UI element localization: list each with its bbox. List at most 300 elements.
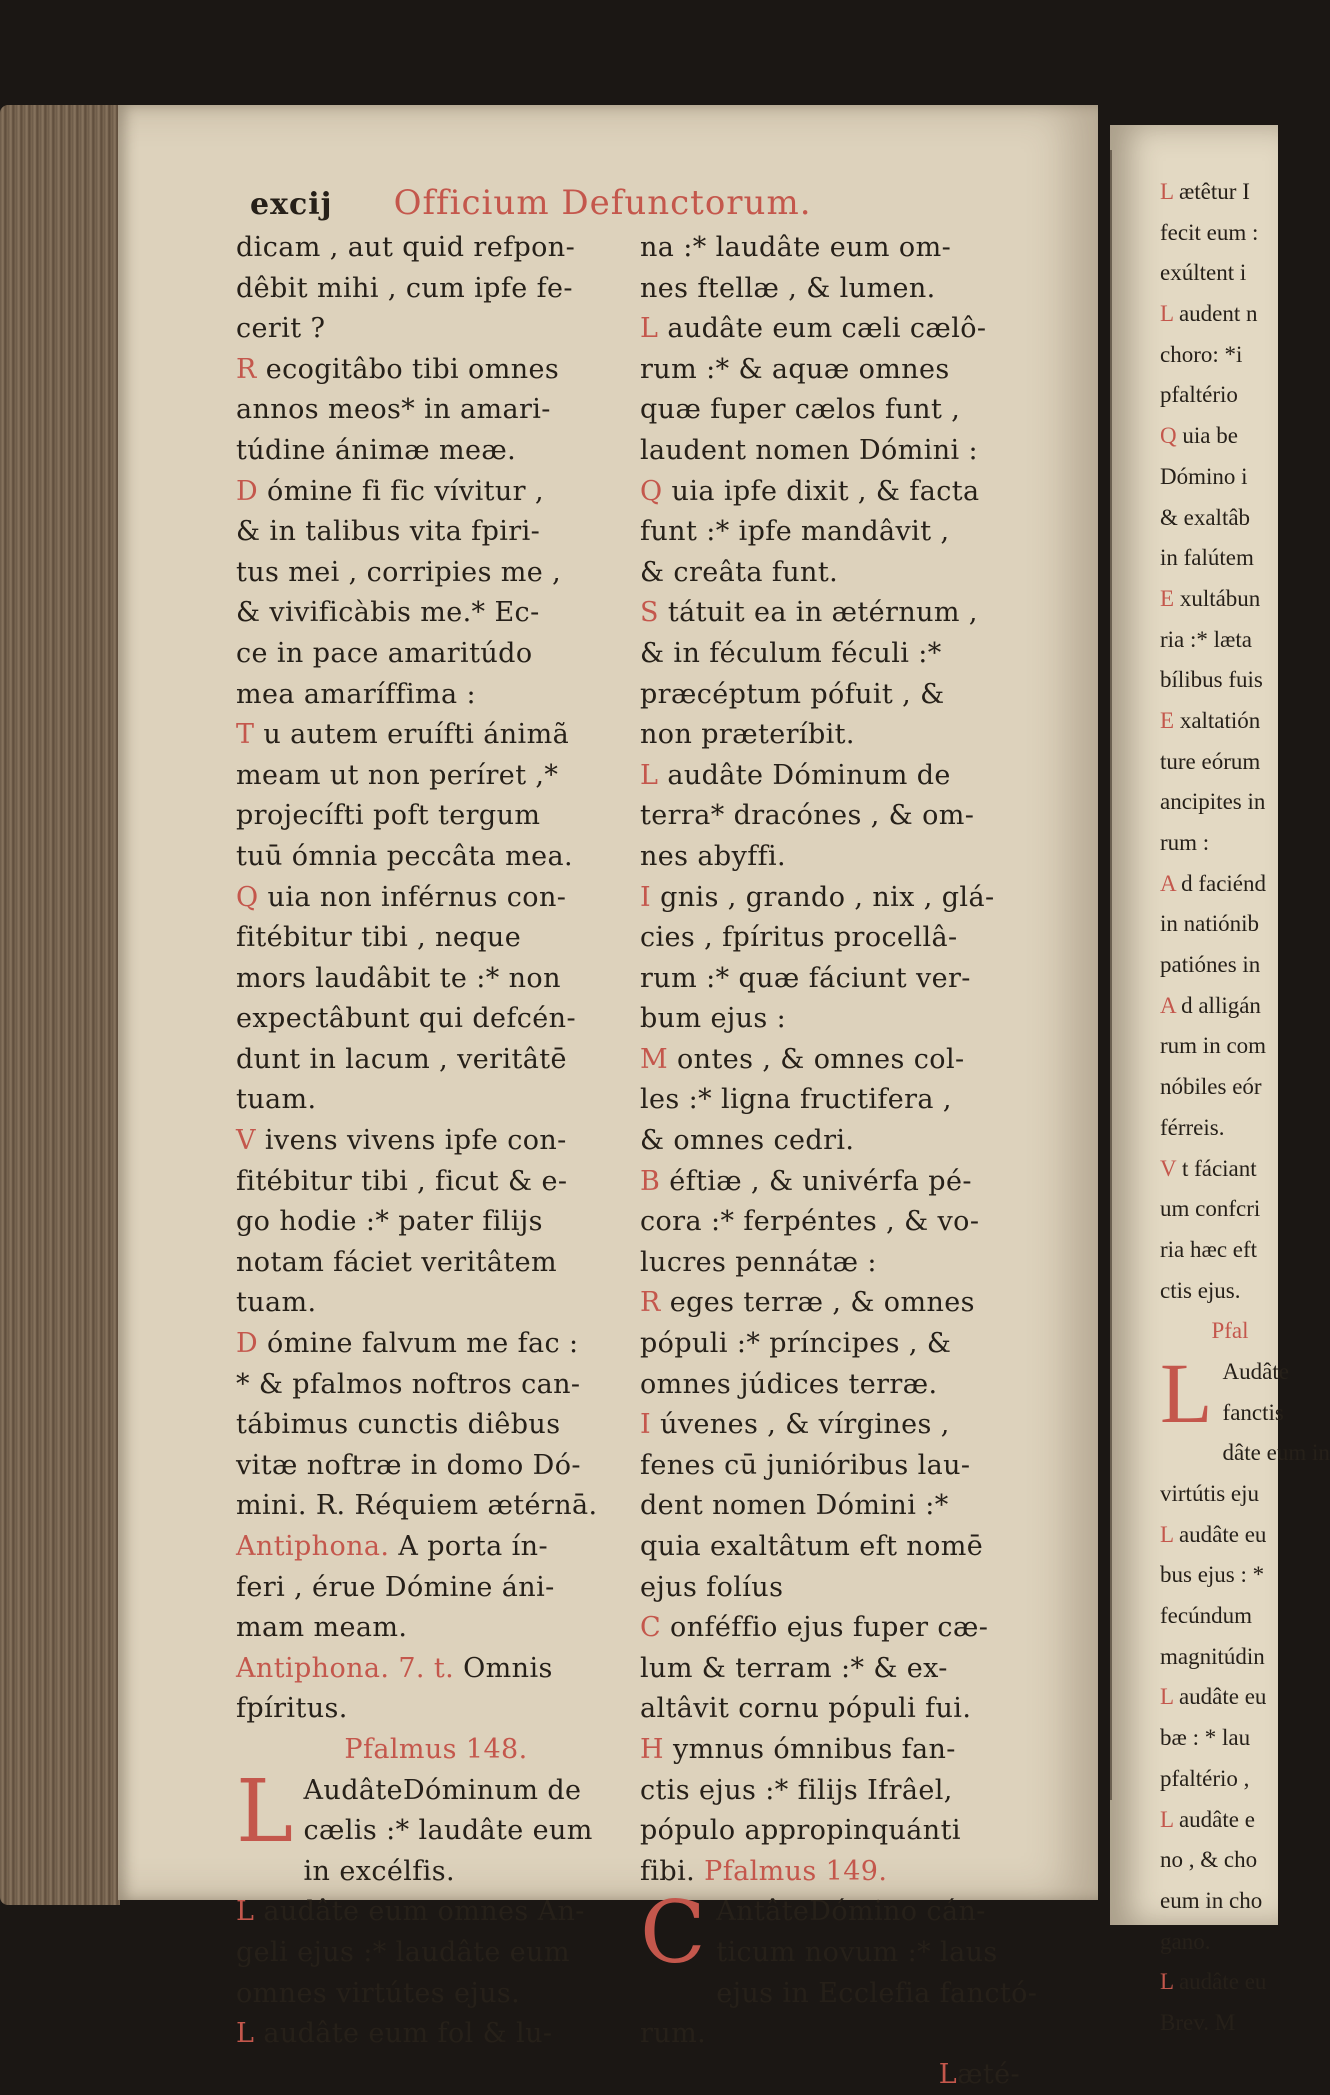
text-line (236, 1243, 636, 1284)
line-text: A porta ín- (398, 1531, 548, 1562)
rubric-initial: B (640, 1165, 661, 1197)
line-text: feri , érue Dómine áni- (236, 1571, 555, 1603)
line-text: xaltatión (1179, 707, 1261, 733)
line-text: ejus folíus (640, 1571, 784, 1603)
rubric-initial: Q (1160, 423, 1177, 449)
text-line (640, 1405, 1020, 1446)
text-line (1160, 1067, 1300, 1108)
text-line (1160, 1922, 1300, 1963)
rubric-initial: I (640, 881, 652, 913)
rubric-initial: L (1160, 301, 1174, 327)
text-line (1160, 253, 1300, 294)
line-text: audâte eu (1178, 1521, 1267, 1547)
line-text: magnitúdin (1160, 1643, 1265, 1669)
line-text: ómine fi fic vívitur , (267, 475, 544, 507)
text-line (1160, 660, 1300, 701)
text-line (1160, 1881, 1300, 1922)
line-text: exúltent i (1160, 260, 1247, 286)
text-line (1160, 945, 1300, 986)
line-text: ticum novum :* laus (716, 1936, 998, 1968)
line-text: u autem eruífti ánimã (263, 719, 570, 751)
line-text: tuam. (236, 1287, 317, 1319)
line-text: tábimus cunctis diêbus (236, 1409, 561, 1441)
line-text: ætêtur I (1178, 179, 1250, 204)
line-text: fecúndum (1160, 1603, 1252, 1629)
line-text: bum ejus : (640, 1003, 787, 1035)
rubric-initial: L (1160, 1684, 1174, 1710)
line-text: annos meos* in amari- (236, 394, 551, 426)
text-line (1160, 1637, 1300, 1678)
line-text: tuū ómnia peccâta mea. (236, 840, 573, 872)
line-text: d alligán (1181, 992, 1261, 1018)
left-text-column (236, 228, 636, 2055)
text-line (640, 918, 1020, 959)
catchword-text: æté- (957, 2058, 1020, 2090)
line-text: dicam , aut quid refpon- (236, 232, 576, 263)
text-line (1160, 986, 1300, 1027)
line-text: notam fáciet veritâtem (236, 1246, 557, 1278)
rubric-initial: L (640, 759, 659, 791)
line-text: xultábun (1179, 585, 1261, 611)
rubric-initial: V (236, 1125, 256, 1157)
text-line (1160, 823, 1300, 864)
text-line (640, 390, 1020, 431)
rubric-initial: H (640, 1733, 664, 1765)
text-line (236, 1568, 636, 1609)
text-line (640, 1243, 1020, 1284)
text-line (236, 431, 636, 472)
text-line (1160, 1800, 1300, 1841)
line-text: Audâte (1222, 1358, 1289, 1384)
rubric-initial: S (640, 597, 659, 629)
line-text: audâte eum omnes An- (263, 1896, 585, 1928)
line-text: AntâteDómino cán- (716, 1896, 986, 1928)
text-line (1160, 904, 1300, 945)
text-line (640, 1324, 1020, 1365)
line-text: fibi. (640, 1855, 696, 1887)
rubric-initial: L (236, 2018, 255, 2050)
text-line (640, 1649, 1020, 1690)
rubric-initial: Q (640, 475, 663, 507)
line-text: ria hæc eft (1160, 1236, 1258, 1262)
line-text: ctis ejus. (1160, 1277, 1241, 1303)
text-line (1160, 742, 1300, 783)
line-text: fitébitur tibi , ficut & e- (236, 1165, 568, 1197)
text-line (640, 878, 1020, 919)
line-text: mea amaríffima : (236, 678, 476, 710)
text-line (640, 1568, 1020, 1609)
line-text: audâte eu (1178, 1684, 1267, 1710)
line-text: * & pfalmos noftros can- (236, 1368, 581, 1400)
rubric-label: Antiphona. (236, 1531, 390, 1562)
text-line (640, 1040, 1020, 1081)
line-text: ymnus ómnibus fan- (672, 1733, 956, 1765)
line-text: geli ejus :* laudâte eum (236, 1936, 570, 1968)
text-line (1160, 701, 1300, 742)
rubric-initial: D (236, 475, 259, 507)
line-text: audâte e (1178, 1806, 1255, 1832)
text-line (1160, 498, 1300, 539)
line-text: in excélfis. (303, 1855, 455, 1887)
text-line (1160, 1108, 1300, 1149)
line-text: & exaltâb (1160, 504, 1251, 530)
line-text: funt :* ipfe mandâvit , (640, 516, 950, 548)
rubric-initial: L (1160, 1806, 1174, 1832)
text-line (236, 1974, 636, 2015)
line-text: les :* ligna fructifera , (640, 1084, 952, 1116)
text-line (236, 1121, 636, 1162)
text-line (1160, 1718, 1300, 1759)
line-text: terra* dracónes , & om- (640, 800, 975, 832)
text-line (640, 1486, 1020, 1527)
line-text: tátuit ea in ætérnum , (667, 597, 978, 629)
text-line (236, 878, 636, 919)
line-text: uia non inférnus con- (267, 881, 567, 913)
text-line (236, 1202, 636, 1243)
line-text: tus mei , corripies me , (236, 556, 562, 588)
text-line (1160, 1149, 1300, 1190)
line-text: éftiæ , & univérfa pé- (669, 1165, 972, 1197)
text-line (640, 675, 1020, 716)
decorated-initial: L (236, 1761, 294, 1862)
rubric-initial: A (1160, 870, 1176, 896)
text-line (236, 269, 636, 310)
text-line (236, 472, 636, 513)
text-line (236, 1405, 636, 1446)
text-line (1160, 579, 1300, 620)
text-line (1160, 294, 1300, 335)
rubric-initial: E (1160, 585, 1175, 611)
text-line (1160, 213, 1300, 254)
text-line (640, 1202, 1020, 1243)
line-text: gnis , grando , nix , glá- (660, 881, 995, 913)
text-line (1160, 1677, 1300, 1718)
line-text: pópuli :* príncipes , & (640, 1328, 952, 1360)
text-line (236, 309, 636, 350)
book-page-edges (0, 105, 120, 1905)
text-line (236, 1608, 636, 1649)
text-line (236, 1527, 636, 1568)
text-line (640, 2014, 1020, 2055)
line-text: & in talibus vita fpiri- (236, 516, 541, 548)
text-line (640, 269, 1020, 310)
line-text: rum. (640, 2018, 707, 2050)
rubric-initial: I (640, 1409, 652, 1441)
line-text: no , & cho (1160, 1847, 1258, 1873)
text-line (236, 1689, 636, 1730)
line-text: laudent nomen Dómini : (640, 434, 979, 466)
text-line (236, 1324, 636, 1365)
line-text: cerit ? (236, 313, 326, 345)
line-text: Dómino i (1160, 463, 1248, 489)
line-text: vitæ noftræ in domo Dó- (236, 1449, 581, 1481)
rubric-initial: T (236, 719, 255, 751)
text-line (236, 593, 636, 634)
rubric-initial: R (640, 1287, 661, 1319)
line-text: eum in cho (1160, 1887, 1263, 1913)
text-line (236, 1162, 636, 1203)
line-text: túdine ánimæ meæ. (236, 434, 517, 466)
text-line (1160, 416, 1300, 457)
text-line (236, 1080, 636, 1121)
line-text: cies , fpíritus procellâ- (640, 922, 958, 954)
text-line (236, 1892, 636, 1933)
line-text: mam meam. (236, 1612, 408, 1644)
text-line (640, 959, 1020, 1000)
line-text: fpíritus. (236, 1693, 348, 1725)
text-line (640, 1121, 1020, 1162)
page-gutter (1110, 150, 1112, 1800)
text-line (236, 675, 636, 716)
text-line (1160, 2003, 1300, 2044)
text-line (236, 1283, 636, 1324)
line-text: fecit eum : (1160, 219, 1259, 245)
text-line (1160, 1555, 1300, 1596)
text-line (236, 228, 636, 269)
line-text: ancipites in (1160, 789, 1266, 815)
line-text: tuam. (236, 1084, 317, 1116)
next-page-text-column (1160, 172, 1330, 2044)
line-text: patiónes in (1160, 952, 1261, 978)
text-line (236, 1486, 636, 1527)
rubric-initial: C (640, 1612, 662, 1644)
line-text: omnes júdices terræ. (640, 1368, 938, 1400)
line-text: & in féculum féculi :* (640, 637, 942, 669)
text-line (236, 756, 636, 797)
decorated-initial: C (640, 1883, 707, 1984)
line-text: úvenes , & vírgines , (660, 1409, 950, 1441)
line-text: férreis. (1160, 1114, 1225, 1140)
line-text: cora :* ferpéntes , & vo- (640, 1206, 980, 1238)
rubric-initial: A (1160, 992, 1176, 1018)
psalm-heading: Pfalmus 148. (344, 1733, 528, 1765)
rubric-initial: Q (236, 881, 259, 913)
line-text: rum in com (1160, 1033, 1267, 1059)
text-line (236, 2014, 636, 2055)
text-line (1160, 1596, 1300, 1637)
line-text: rum :* & aquæ omnes (640, 353, 950, 385)
text-line (1160, 1230, 1300, 1271)
text-line (640, 512, 1020, 553)
line-text: AudâteDóminum de (303, 1774, 582, 1806)
line-text: audâte Dóminum de (667, 759, 951, 791)
line-text: Omnis (463, 1652, 553, 1684)
rubric-initial: L (1160, 1521, 1174, 1547)
text-line (1160, 538, 1300, 579)
text-line (1160, 1474, 1300, 1515)
text-line (640, 1689, 1020, 1730)
page-header (250, 183, 970, 233)
text-line (1160, 864, 1300, 905)
text-line (1160, 1515, 1300, 1556)
text-line (1160, 1962, 1300, 2003)
line-text: audâte eu (1178, 1969, 1267, 1995)
line-text: ce in pace amaritúdo (236, 637, 533, 669)
line-text: t fáciant (1181, 1155, 1257, 1181)
line-text: in falútem (1160, 545, 1254, 571)
text-line (640, 350, 1020, 391)
line-text: projecífti poft tergum (236, 800, 541, 832)
line-text: audâte eum fol & lu- (263, 2018, 553, 2050)
line-text: non præteríbit. (640, 719, 855, 751)
text-line (1160, 172, 1300, 213)
text-line (236, 553, 636, 594)
text-line (236, 390, 636, 431)
line-text: & omnes cedri. (640, 1125, 855, 1157)
text-line (1160, 335, 1300, 376)
line-text: lucres pennátæ : (640, 1246, 877, 1278)
text-line (236, 512, 636, 553)
line-text: expectâbunt qui defcén- (236, 1003, 576, 1035)
text-line (236, 796, 636, 837)
line-text: in natiónib (1160, 911, 1260, 937)
line-text: mors laudâbit te :* non (236, 962, 561, 994)
text-line (236, 1649, 636, 1690)
line-text: pfaltério (1160, 382, 1238, 408)
text-line (236, 1933, 636, 1974)
line-text: go hodie :* pater filijs (236, 1206, 543, 1238)
text-line (236, 918, 636, 959)
text-line (640, 1771, 1020, 1812)
line-text: præcéptum pófuit , & (640, 678, 945, 710)
text-line (640, 593, 1020, 634)
text-line (236, 999, 636, 1040)
line-text: ivens vivens ipfe con- (264, 1125, 567, 1157)
text-line (640, 1365, 1020, 1406)
psalm-heading: Pfalmus 149. (704, 1855, 888, 1887)
line-text: virtútis eju (1160, 1481, 1260, 1506)
rubric-initial: M (640, 1043, 669, 1075)
running-title: Officium Defunctorum. (393, 183, 812, 223)
line-text: um confcri (1160, 1196, 1261, 1222)
line-text: gano. (1160, 1928, 1211, 1954)
line-text: quia exaltâtum eft nomē (640, 1531, 984, 1562)
text-line (640, 1446, 1020, 1487)
line-text: eges terræ , & omnes (669, 1287, 975, 1319)
rubric-initial: E (1160, 707, 1175, 733)
line-text: fanctis (1222, 1399, 1284, 1425)
line-text: & vivificàbis me.* Ec- (236, 597, 540, 629)
text-line (640, 1527, 1020, 1568)
line-text: ctis ejus :* filijs Ifrâel, (640, 1774, 953, 1806)
text-line (1160, 375, 1300, 416)
line-text: ture eórum (1160, 748, 1261, 774)
line-text: nes abyffi. (640, 840, 787, 872)
rubric-initial: L (640, 313, 659, 345)
line-text: nóbiles eór (1160, 1074, 1262, 1100)
line-text: mini. R. Réquiem ætérnā. (236, 1490, 598, 1522)
catchword-initial: L (938, 2058, 958, 2090)
rubric-initial: R (236, 353, 257, 385)
text-line (236, 837, 636, 878)
line-text: omnes virtútes ejus. (236, 1977, 521, 2009)
text-line (640, 1283, 1020, 1324)
line-text: onféffio ejus fuper cæ- (670, 1612, 989, 1644)
text-line (236, 1852, 636, 1893)
line-text: ontes , & omnes col- (677, 1043, 965, 1075)
text-line (236, 1446, 636, 1487)
text-line (640, 1608, 1020, 1649)
line-text: pópulo appropinquánti (640, 1815, 961, 1847)
line-text: rum :* quæ fáciunt ver- (640, 962, 971, 994)
line-text: bæ : * lau (1160, 1725, 1251, 1751)
line-text: altâvit cornu pópuli fui. (640, 1693, 972, 1725)
text-line (1160, 1271, 1300, 1312)
line-text: ria :* læta (1160, 626, 1252, 652)
text-line (1160, 620, 1300, 661)
line-text: ecogitâbo tibi omnes (265, 353, 560, 385)
line-text: uia ipfe dixit , & facta (671, 475, 980, 507)
psalm-heading: Pfal (1211, 1318, 1249, 1344)
text-line (640, 1811, 1020, 1852)
line-text: quæ fuper cælos funt , (640, 394, 961, 426)
text-line (640, 796, 1020, 837)
line-text: cælis :* laudâte eum (303, 1815, 593, 1847)
line-text: meam ut non períret ,* (236, 759, 559, 791)
text-line (236, 1811, 636, 1852)
text-line (640, 634, 1020, 675)
text-line (1160, 1759, 1300, 1800)
text-line (236, 715, 636, 756)
text-line (1160, 1026, 1300, 1067)
line-text: na :* laudâte eum om- (640, 232, 952, 263)
text-line (640, 756, 1020, 797)
line-text: ejus in Ecclefia fanctó- (716, 1977, 1038, 2009)
line-text: nes ftellæ , & lumen. (640, 272, 936, 304)
text-line (640, 1852, 1020, 1893)
line-text: bílibus fuis (1160, 667, 1263, 693)
text-line (640, 837, 1020, 878)
line-text: choro: *i (1160, 341, 1243, 367)
text-line (640, 1080, 1020, 1121)
text-line (236, 634, 636, 675)
line-text: ómine falvum me fac : (267, 1328, 579, 1360)
text-line (1160, 1840, 1300, 1881)
text-line (640, 309, 1020, 350)
right-text-column (640, 228, 1038, 2095)
rubric-initial: L (1160, 179, 1174, 204)
text-line (640, 472, 1020, 513)
line-text: uia be (1182, 423, 1238, 449)
text-line (640, 228, 1020, 269)
text-line (640, 553, 1020, 594)
line-text: audent n (1178, 301, 1258, 327)
rubric-label: Antiphona. 7. t. (236, 1652, 455, 1684)
line-text: Brev. M (1160, 2009, 1236, 2035)
text-line (236, 1040, 636, 1081)
rubric-initial: D (236, 1328, 259, 1360)
line-text: & creâta funt. (640, 556, 839, 588)
line-text: d faciénd (1181, 870, 1267, 896)
catchword (640, 2055, 1020, 2095)
text-line (236, 959, 636, 1000)
line-text: fenes cū junióribus lau- (640, 1449, 971, 1481)
line-text: dunt in lacum , veritâtē (236, 1043, 567, 1075)
line-text: bus ejus : * (1160, 1562, 1265, 1588)
line-text: dent nomen Dómini :* (640, 1490, 949, 1522)
text-line (1160, 782, 1300, 823)
line-text: audâte eum cæli cælô- (667, 313, 987, 345)
text-line (640, 715, 1020, 756)
text-line (236, 350, 636, 391)
text-line (640, 999, 1020, 1040)
text-line (1160, 457, 1300, 498)
line-text: lum & terram :* & ex- (640, 1652, 948, 1684)
line-text: pfaltério , (1160, 1765, 1250, 1791)
line-text: dâte eum in (1222, 1440, 1330, 1466)
text-line (640, 1730, 1020, 1771)
line-text: fitébitur tibi , neque (236, 922, 522, 954)
